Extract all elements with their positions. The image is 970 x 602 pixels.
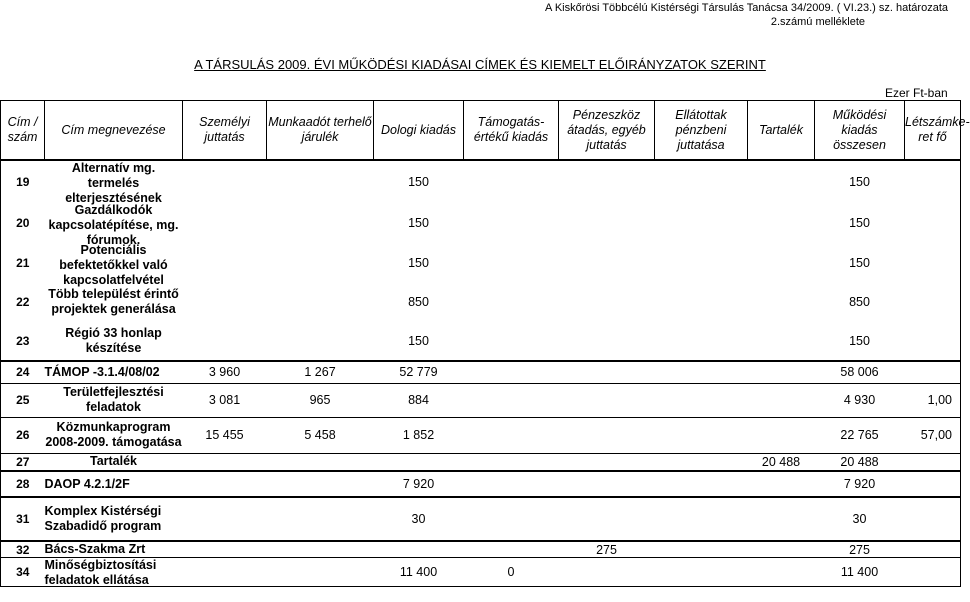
cell-mukodesi: 58 006 <box>815 361 905 383</box>
table-row <box>1 283 961 321</box>
cell-mukodesi: 150 <box>849 256 870 270</box>
cell-tamogatas <box>464 160 559 203</box>
cell-mukodesi: 150 <box>849 216 870 230</box>
cell-szemelyi <box>183 321 267 361</box>
col-header-dologi: Dologi kiadás <box>374 101 464 161</box>
row-name <box>45 558 183 587</box>
table-row <box>1 558 961 587</box>
cell-tartalek <box>748 471 815 497</box>
cell-szemelyi <box>183 283 267 321</box>
cell-szemelyi: 3 081 <box>183 383 267 417</box>
cell-dologi: 30 <box>374 497 464 541</box>
row-name-text: Minőségbiztosítási feladatok ellátása <box>44 558 157 587</box>
cell-tamogatas <box>464 417 559 453</box>
row-number: 27 <box>1 453 45 471</box>
cell-tamogatas <box>464 383 559 417</box>
cell-mukodesi: 150 <box>849 175 870 189</box>
table-row <box>1 243 961 283</box>
table-row <box>1 160 961 203</box>
cell-penzeszkoz <box>559 160 655 203</box>
cell-penzeszkoz: 275 <box>559 541 655 558</box>
cell-dologi: 1 852 <box>374 417 464 453</box>
row-name-text: Több települést érintő projektek generálása <box>48 287 179 316</box>
cell-dologi: 884 <box>374 383 464 417</box>
row-name <box>45 497 183 541</box>
table-row <box>1 497 961 541</box>
row-number: 31 <box>1 497 45 541</box>
row-name-text: Gazdálkodók kapcsolatépítése, mg. fórumok. <box>48 203 179 247</box>
cell-letszam: 57,00 <box>905 417 961 453</box>
cell-munkaadot <box>267 558 374 587</box>
row-name-text: Potenciális befektetőkkel való kapcsolatfelvétel <box>59 243 168 287</box>
cell-ellatottak <box>655 243 748 283</box>
cell-dologi <box>374 453 464 471</box>
cell-munkaadot <box>267 471 374 497</box>
cell-letszam <box>905 453 961 471</box>
cell-szemelyi <box>183 541 267 558</box>
row-number: 28 <box>1 471 45 497</box>
col-header-cim: Cím / szám <box>1 101 45 161</box>
cell-ellatottak <box>655 283 748 321</box>
cell-mukodesi: 850 <box>849 295 870 309</box>
table-row <box>1 417 961 453</box>
cell-mukodesi: 22 765 <box>815 417 905 453</box>
cell-ellatottak <box>655 383 748 417</box>
cell-ellatottak <box>655 453 748 471</box>
cell-mukodesi: 30 <box>815 497 905 541</box>
cell-letszam <box>905 321 961 361</box>
cell-penzeszkoz <box>559 558 655 587</box>
budget-table <box>0 100 970 587</box>
cell-tamogatas <box>464 243 559 283</box>
cell-tartalek <box>748 243 815 283</box>
col-header-szemelyi: Személyi juttatás <box>183 101 267 161</box>
row-name <box>45 471 183 497</box>
cell-tartalek <box>748 558 815 587</box>
cell-tartalek <box>748 160 815 203</box>
cell-penzeszkoz <box>559 361 655 383</box>
cell-munkaadot: 5 458 <box>267 417 374 453</box>
cell-dologi: 150 <box>408 256 429 270</box>
cell-tartalek <box>748 321 815 361</box>
row-name <box>45 417 183 453</box>
resolution-note: A Kiskőrösi Többcélú Kistérségi Társulás Tanácsa 34/2009. ( VI.23.) sz. határozata <box>545 2 948 14</box>
cell-mukodesi: 275 <box>815 541 905 558</box>
cell-mukodesi: 7 920 <box>815 471 905 497</box>
table-body <box>1 160 961 587</box>
cell-letszam <box>905 203 961 243</box>
currency-unit: Ezer Ft-ban <box>885 86 948 100</box>
cell-ellatottak <box>655 541 748 558</box>
cell-letszam: 1,00 <box>905 383 961 417</box>
cell-munkaadot: 1 267 <box>267 361 374 383</box>
cell-dologi: 150 <box>408 333 429 348</box>
cell-tamogatas <box>464 471 559 497</box>
cell-ellatottak <box>655 203 748 243</box>
row-number: 20 <box>1 203 45 243</box>
cell-mukodesi: 150 <box>849 333 870 348</box>
row-name <box>45 541 183 558</box>
cell-tartalek <box>748 417 815 453</box>
cell-tamogatas <box>464 203 559 243</box>
table-row <box>1 321 961 361</box>
cell-tamogatas: 0 <box>464 558 559 587</box>
cell-penzeszkoz <box>559 283 655 321</box>
row-name <box>45 203 183 247</box>
row-name <box>45 243 183 287</box>
document-title: A TÁRSULÁS 2009. ÉVI MŰKÖDÉSI KIADÁSAI CÍMEK ÉS KIEMELT ELŐIRÁNYZATOK SZERINT <box>194 57 766 72</box>
cell-dologi: 150 <box>408 175 429 189</box>
row-number: 22 <box>1 283 45 321</box>
cell-szemelyi <box>183 243 267 283</box>
table-row <box>1 471 961 497</box>
cell-szemelyi <box>183 558 267 587</box>
row-number: 24 <box>1 361 45 383</box>
cell-ellatottak <box>655 471 748 497</box>
row-number: 21 <box>1 243 45 283</box>
table-header <box>1 101 970 161</box>
cell-tartalek: 20 488 <box>748 453 815 471</box>
cell-szemelyi <box>183 160 267 203</box>
cell-tartalek <box>748 541 815 558</box>
cell-ellatottak <box>655 160 748 203</box>
table-row <box>1 361 961 383</box>
row-number: 19 <box>1 160 45 203</box>
cell-penzeszkoz <box>559 243 655 283</box>
cell-ellatottak <box>655 497 748 541</box>
cell-ellatottak <box>655 558 748 587</box>
cell-dologi: 52 779 <box>374 361 464 383</box>
cell-szemelyi <box>183 453 267 471</box>
row-number: 23 <box>1 321 45 361</box>
table-row <box>1 541 961 558</box>
cell-mukodesi: 11 400 <box>815 558 905 587</box>
col-header-ellatottak: Ellátottak pénzbeni juttatása <box>655 101 748 161</box>
cell-tamogatas <box>464 497 559 541</box>
cell-mukodesi: 4 930 <box>815 383 905 417</box>
cell-tamogatas <box>464 321 559 361</box>
cell-tamogatas <box>464 283 559 321</box>
cell-letszam <box>905 283 961 321</box>
cell-munkaadot <box>267 497 374 541</box>
col-header-megnevezes: Cím megnevezése <box>45 101 183 161</box>
cell-munkaadot: 965 <box>267 383 374 417</box>
cell-szemelyi <box>183 203 267 243</box>
cell-letszam <box>905 541 961 558</box>
cell-szemelyi <box>183 471 267 497</box>
table-row <box>1 383 961 417</box>
cell-letszam <box>905 361 961 383</box>
cell-penzeszkoz <box>559 203 655 243</box>
cell-ellatottak <box>655 321 748 361</box>
row-number: 26 <box>1 417 45 453</box>
col-header-munkaadot: Munkaadót terhelő járulék <box>267 101 374 161</box>
row-name <box>45 283 183 321</box>
cell-munkaadot <box>267 453 374 471</box>
cell-tamogatas <box>464 541 559 558</box>
cell-dologi: 850 <box>408 295 429 309</box>
row-name <box>45 361 183 383</box>
row-name-text: Területfejlesztési feladatok <box>63 385 164 414</box>
row-name <box>45 321 183 361</box>
cell-szemelyi: 15 455 <box>183 417 267 453</box>
col-header-penzeszkoz: Pénzeszköz átadás, egyéb juttatás <box>559 101 655 161</box>
row-name-text: Komplex Kistérségi Szabadidő program <box>44 504 162 533</box>
cell-dologi: 7 920 <box>374 471 464 497</box>
cell-tartalek <box>748 283 815 321</box>
cell-tartalek <box>748 383 815 417</box>
col-header-letszam: Létszámke-ret fő <box>905 101 961 161</box>
row-name-text: Közmunkaprogram 2008-2009. támogatása <box>45 420 182 449</box>
table-row <box>1 453 961 471</box>
cell-letszam <box>905 243 961 283</box>
cell-tartalek <box>748 203 815 243</box>
cell-tamogatas <box>464 453 559 471</box>
cell-penzeszkoz <box>559 321 655 361</box>
row-name-text: Bács-Szakma Zrt <box>44 542 146 556</box>
cell-letszam <box>905 497 961 541</box>
cell-penzeszkoz <box>559 471 655 497</box>
cell-mukodesi: 20 488 <box>815 453 905 471</box>
row-name-text: Tartalék <box>89 454 137 469</box>
cell-munkaadot <box>267 160 374 203</box>
cell-tartalek <box>748 497 815 541</box>
row-name-text: Alternatív mg. termelés elterjesztésének <box>65 161 162 205</box>
cell-ellatottak <box>655 417 748 453</box>
cell-tamogatas <box>464 361 559 383</box>
cell-szemelyi <box>183 497 267 541</box>
cell-munkaadot <box>267 541 374 558</box>
row-name-text: Régió 33 honlap készítése <box>65 325 162 355</box>
cell-penzeszkoz <box>559 417 655 453</box>
cell-letszam <box>905 160 961 203</box>
cell-penzeszkoz <box>559 383 655 417</box>
cell-dologi <box>374 541 464 558</box>
col-header-tartalek: Tartalék <box>748 101 815 161</box>
cell-tartalek <box>748 361 815 383</box>
cell-penzeszkoz <box>559 497 655 541</box>
cell-munkaadot <box>267 283 374 321</box>
row-number: 25 <box>1 383 45 417</box>
col-header-mukodesi: Működési kiadás összesen <box>815 101 905 161</box>
row-name-text: TÁMOP -3.1.4/08/02 <box>44 364 160 379</box>
cell-szemelyi: 3 960 <box>183 361 267 383</box>
cell-dologi: 150 <box>408 216 429 230</box>
cell-dologi: 11 400 <box>374 558 464 587</box>
cell-munkaadot <box>267 203 374 243</box>
cell-letszam <box>905 558 961 587</box>
row-name <box>45 383 183 417</box>
cell-munkaadot <box>267 243 374 283</box>
row-name-text: DAOP 4.2.1/2F <box>44 476 130 491</box>
cell-letszam <box>905 471 961 497</box>
cell-ellatottak <box>655 361 748 383</box>
row-name <box>45 453 183 471</box>
row-number: 34 <box>1 558 45 587</box>
table-row <box>1 203 961 243</box>
row-number: 32 <box>1 541 45 558</box>
cell-penzeszkoz <box>559 453 655 471</box>
col-header-tamogatas: Támogatás-értékű kiadás <box>464 101 559 161</box>
annex-note: 2.számú melléklete <box>770 16 865 28</box>
cell-munkaadot <box>267 321 374 361</box>
row-name <box>45 160 183 203</box>
